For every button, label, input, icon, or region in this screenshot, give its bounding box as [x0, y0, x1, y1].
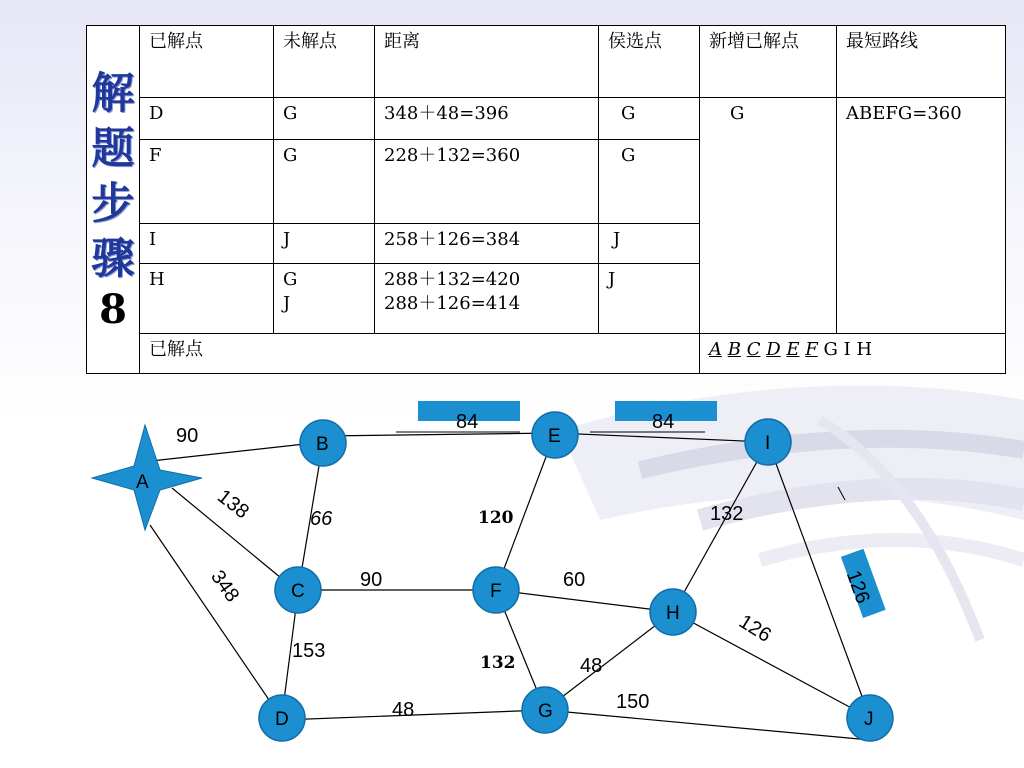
node-h-label: H — [666, 603, 680, 624]
cell-distance: 348＋48=396 — [375, 98, 599, 140]
header-new-solved: 新增已解点 — [700, 26, 837, 98]
tick-mark — [838, 487, 845, 500]
step-number: 8 — [99, 285, 127, 333]
solution-step-table — [86, 25, 1006, 374]
edge-label-gj: 150 — [616, 691, 650, 713]
cell-candidate: J — [599, 264, 700, 334]
solved-point: A — [709, 339, 722, 360]
edge-fh — [496, 590, 673, 612]
solved-point: C — [746, 339, 761, 360]
cell-unsolved — [274, 264, 375, 334]
solved-point: B — [727, 339, 741, 360]
title-char: 骤 — [91, 233, 135, 284]
edge-label-ac: 138 — [213, 485, 253, 524]
solved-points-plain: G I H — [823, 339, 873, 360]
header-distance: 距离 — [375, 26, 599, 98]
edge-gh — [545, 612, 673, 710]
node-g-label: G — [538, 701, 553, 722]
title-char: 步 — [91, 178, 135, 229]
title-char: 题 — [91, 123, 135, 174]
edge-label-ab: 90 — [176, 425, 199, 447]
solved-point: E — [786, 339, 800, 360]
edge-label-cf: 90 — [360, 569, 383, 591]
cell-unsolved: G — [274, 98, 375, 140]
cell-unsolved: J — [274, 224, 375, 264]
footer-solved-points — [700, 334, 1006, 374]
header-shortest-route: 最短路线 — [837, 26, 1006, 98]
cell-candidate: J — [599, 224, 700, 264]
cell-candidate: G — [599, 140, 700, 224]
node-e-label: E — [548, 426, 561, 447]
header-unsolved: 未解点 — [274, 26, 375, 98]
edge-label-hi: 132 — [710, 503, 744, 525]
title-char: 解 — [91, 68, 135, 119]
edge-gj — [545, 710, 870, 740]
unsolved-item: J — [283, 293, 291, 314]
cell-candidate: G — [599, 98, 700, 140]
distance-item: 288＋132=420 — [384, 269, 521, 290]
edge-ab — [142, 442, 323, 462]
edge-label-cd: 153 — [292, 640, 326, 662]
solved-point: F — [805, 339, 818, 360]
cell-new-solved: G — [700, 98, 837, 334]
cell-shortest-route: ABEFG=360 — [837, 98, 1006, 334]
cell-solved: F — [140, 140, 274, 224]
solved-point: D — [766, 339, 781, 360]
edge-label-ad: 348 — [206, 566, 244, 607]
table-header-row — [87, 26, 1006, 98]
node-a-label: A — [136, 472, 149, 493]
node-i-label: I — [765, 433, 771, 454]
edge-label-fg: 132 — [480, 653, 516, 673]
edge-label-ef: 120 — [478, 508, 514, 528]
header-candidate: 侯选点 — [599, 26, 700, 98]
node-d-label: D — [275, 709, 289, 730]
footer-label: 已解点 — [140, 334, 700, 374]
step-title — [87, 26, 140, 374]
network-graph — [0, 385, 1024, 768]
unsolved-item: G — [283, 269, 298, 290]
header-solved: 已解点 — [140, 26, 274, 98]
edge-label-ei: 84 — [652, 411, 675, 433]
edge-ad — [150, 525, 280, 716]
cell-unsolved: G — [274, 140, 375, 224]
cell-solved: H — [140, 264, 274, 334]
distance-item: 288＋126=414 — [384, 293, 521, 314]
node-j-label: J — [864, 709, 874, 730]
cell-distance — [375, 264, 599, 334]
edge-label-be: 84 — [456, 411, 479, 433]
cell-solved: D — [140, 98, 274, 140]
edge-label-fh: 60 — [563, 569, 586, 591]
edge-label-bc: 66 — [310, 508, 333, 530]
cell-distance: 228＋132=360 — [375, 140, 599, 224]
edge-label-dg: 48 — [392, 699, 415, 721]
edge-be — [323, 433, 555, 436]
node-f-label: F — [490, 581, 502, 602]
edge-label-ij: 126 — [841, 567, 874, 607]
table-row — [87, 98, 1006, 140]
edge-label-hj: 126 — [734, 610, 775, 647]
node-c-label: C — [291, 581, 305, 602]
edge-ei — [555, 433, 768, 442]
edge-hi — [673, 442, 768, 612]
cell-distance: 258＋126=384 — [375, 224, 599, 264]
node-b-label: B — [316, 434, 329, 455]
table-footer-row — [87, 334, 1006, 374]
edge-label-gh: 48 — [580, 655, 603, 677]
cell-solved: I — [140, 224, 274, 264]
